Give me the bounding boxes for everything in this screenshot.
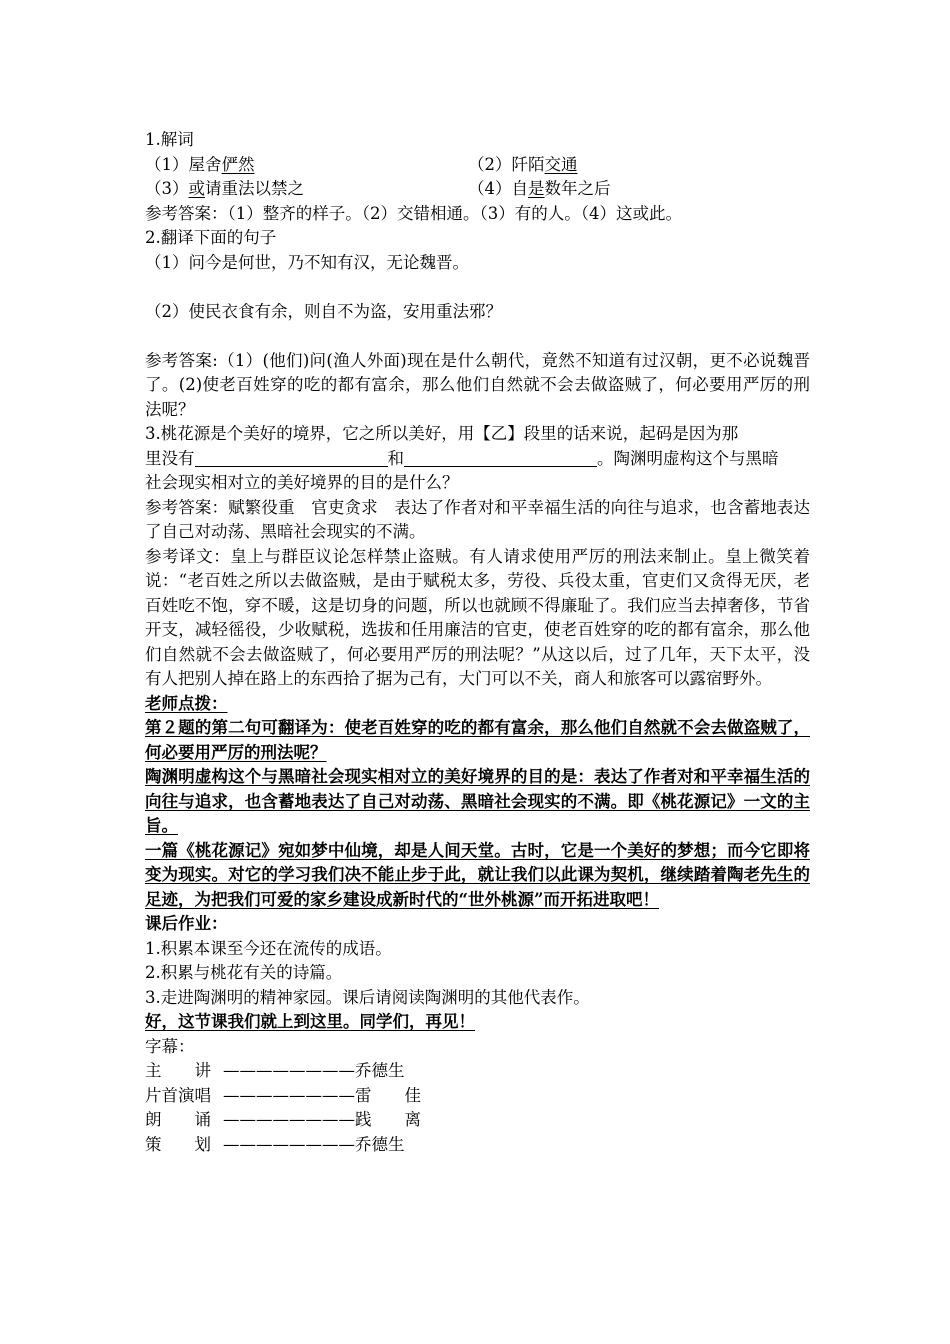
reference-translation: 参考译文：皇上与群臣议论怎样禁止盗贼。有人请求使用严厉的刑法来制止。皇上微笑着说：“老百姓之所以去做盗贼，是由于赋税太多，劳役、兵役太重，官吏们又贪得无厌，老百姓吃不饱，穿不暖，这是切身的问题，所以也就顾不得廉耻了。我们应当去掉奢侈，节省开支，减轻徭役，少收赋税，选拔和任用廉洁的官吏，使老百姓穿的吃的都有富余，那么他们自然就不会去做盗贼了，何必要用严厉的刑法呢？”从这以后，过了几年，天下太平，没有人把别人掉在路上的东西拾了据为己有，大门可以不关，商人和旅客可以露宿野外。 xyxy=(145,546,810,688)
homework-item-3: 3.走进陶渊明的精神家园。课后请阅读陶渊明的其他代表作。 xyxy=(145,987,590,1007)
q3-blank-1[interactable] xyxy=(195,448,388,467)
q3-question-line-1: 3.桃花源是个美好的境界，它之所以美好，用【乙】段里的话来说，起码是因为那 xyxy=(145,424,739,443)
q1-title: 1.解词 xyxy=(145,130,194,149)
credit-row: 策 划 ————————乔德生 xyxy=(145,1134,405,1154)
document-page xyxy=(145,128,810,1157)
q2-title: 2.翻译下面的句子 xyxy=(145,228,277,247)
teacher-point-3: 一篇《桃花源记》宛如梦中仙境，却是人间天堂。古时，它是一个美好的梦想；而今它即将变为现实。对它的学习我们决不能止步于此，就让我们以此课为契机，继续踏着陶老先生的足迹，为把我们可爱的家乡建设成新时代的“世外桃源”而开拓进取吧！ xyxy=(145,840,810,909)
homework-item-1: 1.积累本课至今还在流传的成语。 xyxy=(145,938,392,958)
credits-heading: 字幕： xyxy=(145,1036,195,1056)
q3-blank-2[interactable] xyxy=(404,448,597,467)
q1-item-1: （1）屋舍俨然 xyxy=(145,154,255,174)
homework-heading: 课后作业： xyxy=(145,914,228,933)
teacher-heading: 老师点拨： xyxy=(145,693,228,713)
q2-sentence-1: （1）问今是何世，乃不知有汉，无论魏晋。 xyxy=(145,252,469,272)
homework-item-2: 2.积累与桃花有关的诗篇。 xyxy=(145,963,343,982)
teacher-point-2: 陶渊明虚构这个与黑暗社会现实相对立的美好境界的目的是：表达了作者对和平幸福生活的向往与追求，也含蓄地表达了自己对动荡、黑暗社会现实的不满。即《桃花源记》一文的主旨。 xyxy=(145,767,810,835)
q2-sentence-2: （2）使民衣食有余，则自不为盗，安用重法邪？ xyxy=(145,301,502,321)
teacher-point-1: 第２题的第二句可翻译为：使老百姓穿的吃的都有富余，那么他们自然就不会去做盗贼了，何必要用严厉的刑法呢？ xyxy=(145,718,810,762)
closing-remark: 好，这节课我们就上到这里。同学们，再见！ xyxy=(145,1012,475,1031)
q1-row-1 xyxy=(145,153,810,178)
q2-answer: 参考答案:（1）(他们)问(渔人外面)现在是什么朝代，竟然不知道有过汉朝，更不必说魏晋了。(2)使老百姓穿的吃的都有富余，那么他们自然就不会去做盗贼了，何必要用严厉的刑法呢？ xyxy=(145,350,810,419)
q3-question-line-2: 里没有 和 。陶渊明虚构这个与黑暗 xyxy=(145,448,779,468)
q1-item-3: （3）或请重法以禁之 xyxy=(145,179,304,198)
q3-question-line-3: 社会现实相对立的美好境界的目的是什么？ xyxy=(145,473,459,492)
q1-row-2 xyxy=(145,177,810,202)
q1-item-2: （2）阡陌交通 xyxy=(468,154,578,174)
credit-row: 朗 诵 ————————践 离 xyxy=(145,1110,421,1129)
credit-row: 片首演唱 ————————雷 佳 xyxy=(145,1085,421,1105)
q1-item-4: （4）自是数年之后 xyxy=(468,179,611,198)
credit-row: 主 讲 ————————乔德生 xyxy=(145,1061,405,1080)
q1-answer: 参考答案：（1）整齐的样子。（2）交错相通。（3）有的人。（4）这或此。 xyxy=(145,203,682,223)
q3-answer: 参考答案：赋繁役重 官吏贪求 表达了作者对和平幸福生活的向往与追求，也含蓄地表达了自己对动荡、黑暗社会现实的不满。 xyxy=(145,497,810,541)
